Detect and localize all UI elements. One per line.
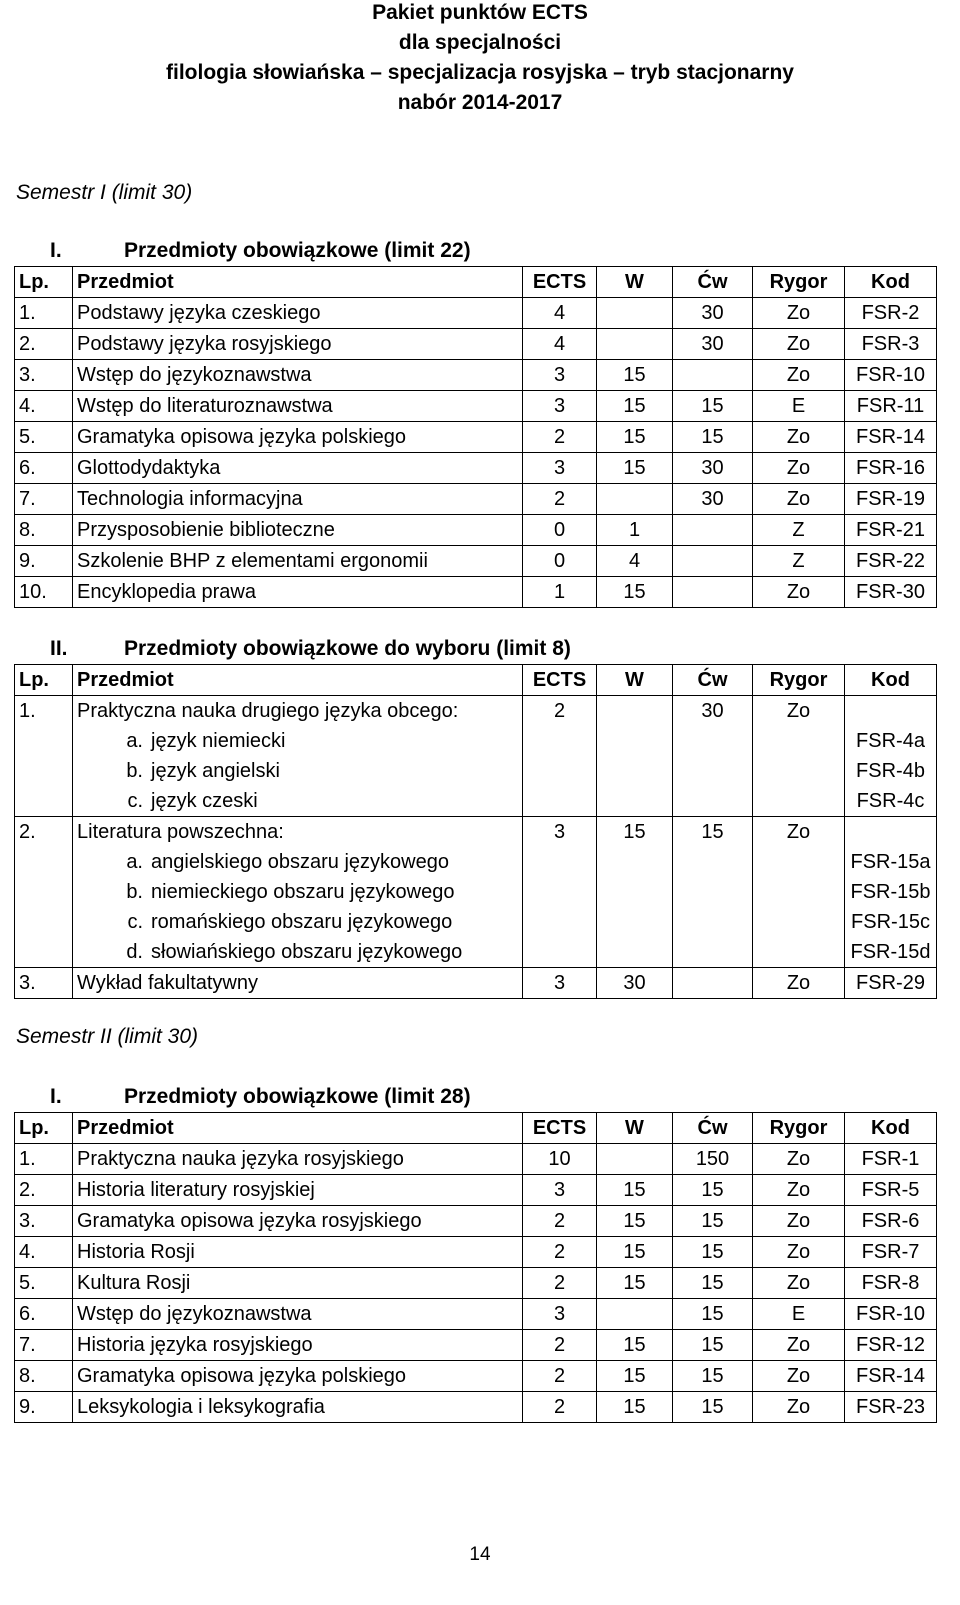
row-kod: FSR-10: [845, 360, 937, 391]
row-lp: 7.: [15, 484, 73, 515]
row-w: [597, 298, 673, 329]
row-subject: Wstęp do językoznawstwa: [73, 360, 523, 391]
row-subject: Technologia informacyjna: [73, 484, 523, 515]
row-w: 15: [597, 1175, 673, 1206]
col-header-rygor: Rygor: [753, 267, 845, 298]
row-rygor: Zo: [753, 1206, 845, 1237]
row-cw: 15: [673, 817, 753, 968]
row-subject: Gramatyka opisowa języka rosyjskiego: [73, 1206, 523, 1237]
row-rygor: Zo: [753, 484, 845, 515]
option-code: FSR-15a: [850, 851, 931, 873]
row-w: [597, 484, 673, 515]
table-row: [15, 453, 937, 484]
option-code: FSR-15d: [850, 941, 931, 963]
row-subject: Praktyczna nauka języka rosyjskiego: [73, 1144, 523, 1175]
option-item: [77, 756, 518, 786]
row-lp: 4.: [15, 1237, 73, 1268]
col-header-lp: Lp.: [15, 267, 73, 298]
table-header-row: [15, 1113, 937, 1144]
row-cw: 15: [673, 1361, 753, 1392]
semester-2-mandatory-table: [14, 1112, 937, 1423]
col-header-lp: Lp.: [15, 1113, 73, 1144]
row-cw: 30: [673, 484, 753, 515]
col-header-kod: Kod: [845, 267, 937, 298]
col-header-subject: Przedmiot: [73, 665, 523, 696]
row-w: 15: [597, 1237, 673, 1268]
row-cw: 15: [673, 1206, 753, 1237]
row-rygor: Zo: [753, 1268, 845, 1299]
row-lp: 4.: [15, 391, 73, 422]
row-ects: 3: [523, 817, 597, 968]
row-kod: FSR-10: [845, 1299, 937, 1330]
doc-title-line-1: Pakiet punktów ECTS: [372, 1, 588, 24]
row-ects: 2: [523, 484, 597, 515]
row-subject: Gramatyka opisowa języka polskiego: [73, 1361, 523, 1392]
row-rygor: Zo: [753, 329, 845, 360]
row-lp: 8.: [15, 1361, 73, 1392]
row-subject: Encyklopedia prawa: [73, 577, 523, 608]
row-w: 15: [597, 1206, 673, 1237]
row-subject: Wykład fakultatywny: [73, 968, 523, 999]
table-row: [15, 1330, 937, 1361]
row-cw: 15: [673, 1175, 753, 1206]
row-subject: [73, 817, 523, 968]
row-subject: Przysposobienie biblioteczne: [73, 515, 523, 546]
row-ects: 2: [523, 1237, 597, 1268]
table-row: [15, 484, 937, 515]
row-w: [597, 329, 673, 360]
row-ects: 3: [523, 453, 597, 484]
option-letter: c.: [127, 790, 143, 812]
row-lp: 9.: [15, 546, 73, 577]
row-ects: 4: [523, 298, 597, 329]
row-lp: 8.: [15, 515, 73, 546]
row-kod: FSR-7: [845, 1237, 937, 1268]
table-row: [15, 298, 937, 329]
row-kod: FSR-21: [845, 515, 937, 546]
col-header-lp: Lp.: [15, 665, 73, 696]
col-header-rygor: Rygor: [753, 665, 845, 696]
row-w: 1: [597, 515, 673, 546]
row-cw: 15: [673, 1299, 753, 1330]
row-rygor: Zo: [753, 1361, 845, 1392]
col-header-cw: Ćw: [673, 267, 753, 298]
row-cw: 15: [673, 1237, 753, 1268]
row-kod: FSR-3: [845, 329, 937, 360]
row-kod: FSR-19: [845, 484, 937, 515]
row-lp: 2.: [15, 817, 73, 968]
table-row: [15, 1237, 937, 1268]
row-w: 15: [597, 817, 673, 968]
row-rygor: E: [753, 1299, 845, 1330]
row-kod: FSR-12: [845, 1330, 937, 1361]
row-cw: 15: [673, 1268, 753, 1299]
row-ects: 2: [523, 1392, 597, 1423]
row-rygor: Zo: [753, 696, 845, 817]
row-ects: 4: [523, 329, 597, 360]
row-kod: [845, 696, 937, 817]
row-cw: [673, 546, 753, 577]
table-row: [15, 329, 937, 360]
col-header-ects: ECTS: [523, 665, 597, 696]
group-subject: Literatura powszechna:: [77, 821, 284, 843]
table-row: [15, 1361, 937, 1392]
section-roman: II.: [50, 637, 68, 660]
row-ects: 1: [523, 577, 597, 608]
row-kod: FSR-5: [845, 1175, 937, 1206]
elective-group-row: [15, 696, 937, 817]
row-w: [597, 1144, 673, 1175]
option-code: FSR-4b: [856, 760, 925, 782]
row-lp: 3.: [15, 968, 73, 999]
table-row: [15, 1299, 937, 1330]
option-code: FSR-15c: [851, 911, 930, 933]
col-header-subject: Przedmiot: [73, 267, 523, 298]
table-row: [15, 360, 937, 391]
row-subject: Leksykologia i leksykografia: [73, 1392, 523, 1423]
option-name: język angielski: [151, 760, 280, 782]
row-w: 15: [597, 1330, 673, 1361]
table-row: [15, 1144, 937, 1175]
option-item: [77, 937, 518, 967]
elective-group-row: [15, 817, 937, 968]
row-w: 15: [597, 453, 673, 484]
row-lp: 10.: [15, 577, 73, 608]
table-row: [15, 422, 937, 453]
col-header-subject: Przedmiot: [73, 1113, 523, 1144]
doc-title-line-3: filologia słowiańska – specjalizacja rosyjska – tryb stacjonarny: [166, 61, 794, 84]
row-ects: 3: [523, 968, 597, 999]
section-label: Przedmioty obowiązkowe (limit 22): [124, 239, 471, 262]
row-ects: 2: [523, 1330, 597, 1361]
row-lp: 6.: [15, 1299, 73, 1330]
table-row: [15, 546, 937, 577]
col-header-cw: Ćw: [673, 665, 753, 696]
table-row: [15, 1268, 937, 1299]
row-rygor: Zo: [753, 298, 845, 329]
row-ects: 2: [523, 1206, 597, 1237]
col-header-ects: ECTS: [523, 267, 597, 298]
row-rygor: Z: [753, 515, 845, 546]
option-letter: b.: [126, 881, 143, 903]
row-subject: Podstawy języka czeskiego: [73, 298, 523, 329]
doc-title-line-2: dla specjalności: [398, 31, 562, 54]
semester-1-elective-table: [14, 664, 937, 999]
table-row: [15, 968, 937, 999]
row-rygor: Zo: [753, 1175, 845, 1206]
row-cw: 15: [673, 422, 753, 453]
section-label: Przedmioty obowiązkowe do wyboru (limit 8): [124, 637, 571, 660]
page-number: 14: [469, 1544, 491, 1565]
row-ects: 2: [523, 1361, 597, 1392]
row-rygor: Zo: [753, 968, 845, 999]
row-cw: 30: [673, 329, 753, 360]
row-lp: 5.: [15, 1268, 73, 1299]
row-ects: 10: [523, 1144, 597, 1175]
table-row: [15, 577, 937, 608]
row-kod: FSR-23: [845, 1392, 937, 1423]
row-rygor: Zo: [753, 1144, 845, 1175]
row-subject: Historia języka rosyjskiego: [73, 1330, 523, 1361]
row-lp: 2.: [15, 1175, 73, 1206]
row-kod: FSR-1: [845, 1144, 937, 1175]
col-header-rygor: Rygor: [753, 1113, 845, 1144]
table-header-row: [15, 665, 937, 696]
row-rygor: Zo: [753, 1392, 845, 1423]
option-item: [77, 877, 518, 907]
section-roman: I.: [50, 1085, 62, 1108]
row-w: 15: [597, 360, 673, 391]
row-kod: FSR-14: [845, 422, 937, 453]
option-name: słowiańskiego obszaru językowego: [151, 941, 463, 963]
semester-1-section-2-title: [50, 634, 571, 664]
row-w: 15: [597, 391, 673, 422]
row-kod: FSR-29: [845, 968, 937, 999]
table-row: [15, 515, 937, 546]
row-lp: 3.: [15, 360, 73, 391]
row-subject: Gramatyka opisowa języka polskiego: [73, 422, 523, 453]
table-row: [15, 1392, 937, 1423]
group-subject: Praktyczna nauka drugiego języka obcego:: [77, 700, 459, 722]
option-code: FSR-4a: [856, 730, 925, 752]
row-rygor: E: [753, 391, 845, 422]
row-subject: [73, 696, 523, 817]
row-rygor: Zo: [753, 817, 845, 968]
option-item: [77, 847, 518, 877]
row-cw: 30: [673, 298, 753, 329]
option-letter: c.: [127, 911, 143, 933]
row-kod: FSR-6: [845, 1206, 937, 1237]
semester-1-title: Semestr I (limit 30): [16, 181, 193, 204]
section-label: Przedmioty obowiązkowe (limit 28): [124, 1085, 471, 1108]
row-w: 15: [597, 422, 673, 453]
row-rygor: Zo: [753, 577, 845, 608]
option-name: angielskiego obszaru językowego: [151, 851, 449, 873]
semester-2-section-1-title: [50, 1082, 471, 1112]
table-row: [15, 1175, 937, 1206]
col-header-kod: Kod: [845, 665, 937, 696]
row-kod: FSR-14: [845, 1361, 937, 1392]
row-cw: 30: [673, 696, 753, 817]
option-letter: a.: [126, 730, 143, 752]
row-w: 15: [597, 1268, 673, 1299]
row-kod: [845, 817, 937, 968]
row-w: [597, 1299, 673, 1330]
row-subject: Kultura Rosji: [73, 1268, 523, 1299]
semester-1-mandatory-table: [14, 266, 937, 608]
row-w: 4: [597, 546, 673, 577]
row-cw: [673, 968, 753, 999]
table-row: [15, 1206, 937, 1237]
row-ects: 2: [523, 422, 597, 453]
table-row: [15, 391, 937, 422]
row-w: 15: [597, 577, 673, 608]
option-letter: b.: [126, 760, 143, 782]
table-header-row: [15, 267, 937, 298]
row-ects: 2: [523, 1268, 597, 1299]
row-kod: FSR-2: [845, 298, 937, 329]
row-subject: Wstęp do językoznawstwa: [73, 1299, 523, 1330]
row-subject: Szkolenie BHP z elementami ergonomii: [73, 546, 523, 577]
row-rygor: Z: [753, 546, 845, 577]
row-ects: 3: [523, 1299, 597, 1330]
row-rygor: Zo: [753, 422, 845, 453]
doc-title-line-4: nabór 2014-2017: [397, 91, 563, 114]
row-lp: 1.: [15, 1144, 73, 1175]
row-cw: 15: [673, 391, 753, 422]
row-lp: 1.: [15, 298, 73, 329]
row-subject: Historia Rosji: [73, 1237, 523, 1268]
row-rygor: Zo: [753, 1237, 845, 1268]
row-lp: 6.: [15, 453, 73, 484]
row-w: [597, 696, 673, 817]
option-name: język czeski: [151, 790, 258, 812]
row-subject: Historia literatury rosyjskiej: [73, 1175, 523, 1206]
row-kod: FSR-8: [845, 1268, 937, 1299]
option-name: romańskiego obszaru językowego: [151, 911, 453, 933]
row-rygor: Zo: [753, 360, 845, 391]
row-w: 15: [597, 1361, 673, 1392]
option-item: [77, 907, 518, 937]
col-header-kod: Kod: [845, 1113, 937, 1144]
col-header-w: W: [597, 1113, 673, 1144]
row-cw: [673, 577, 753, 608]
row-cw: 30: [673, 453, 753, 484]
row-kod: FSR-22: [845, 546, 937, 577]
semester-2-title: Semestr II (limit 30): [16, 1025, 199, 1048]
row-kod: FSR-16: [845, 453, 937, 484]
option-code: FSR-15b: [850, 881, 931, 903]
row-subject: Wstęp do literaturoznawstwa: [73, 391, 523, 422]
option-item: [77, 786, 518, 816]
row-kod: FSR-30: [845, 577, 937, 608]
row-rygor: Zo: [753, 1330, 845, 1361]
semester-1-section-1-title: [50, 236, 471, 266]
row-subject: Podstawy języka rosyjskiego: [73, 329, 523, 360]
col-header-cw: Ćw: [673, 1113, 753, 1144]
row-w: 30: [597, 968, 673, 999]
row-cw: 150: [673, 1144, 753, 1175]
row-ects: 3: [523, 360, 597, 391]
option-letter: d.: [126, 941, 143, 963]
row-ects: 0: [523, 515, 597, 546]
row-cw: [673, 515, 753, 546]
option-code: FSR-4c: [856, 790, 925, 812]
row-cw: 15: [673, 1330, 753, 1361]
row-ects: 0: [523, 546, 597, 577]
row-subject: Glottodydaktyka: [73, 453, 523, 484]
row-ects: 3: [523, 1175, 597, 1206]
row-ects: 3: [523, 391, 597, 422]
option-name: język niemiecki: [151, 730, 286, 752]
col-header-w: W: [597, 665, 673, 696]
row-ects: 2: [523, 696, 597, 817]
row-lp: 1.: [15, 696, 73, 817]
row-lp: 7.: [15, 1330, 73, 1361]
row-lp: 5.: [15, 422, 73, 453]
row-w: 15: [597, 1392, 673, 1423]
option-item: [77, 726, 518, 756]
row-cw: 15: [673, 1392, 753, 1423]
row-lp: 9.: [15, 1392, 73, 1423]
col-header-w: W: [597, 267, 673, 298]
section-roman: I.: [50, 239, 62, 262]
row-lp: 2.: [15, 329, 73, 360]
option-letter: a.: [126, 851, 143, 873]
row-cw: [673, 360, 753, 391]
row-kod: FSR-11: [845, 391, 937, 422]
col-header-ects: ECTS: [523, 1113, 597, 1144]
option-name: niemieckiego obszaru językowego: [151, 881, 455, 903]
row-lp: 3.: [15, 1206, 73, 1237]
row-rygor: Zo: [753, 453, 845, 484]
